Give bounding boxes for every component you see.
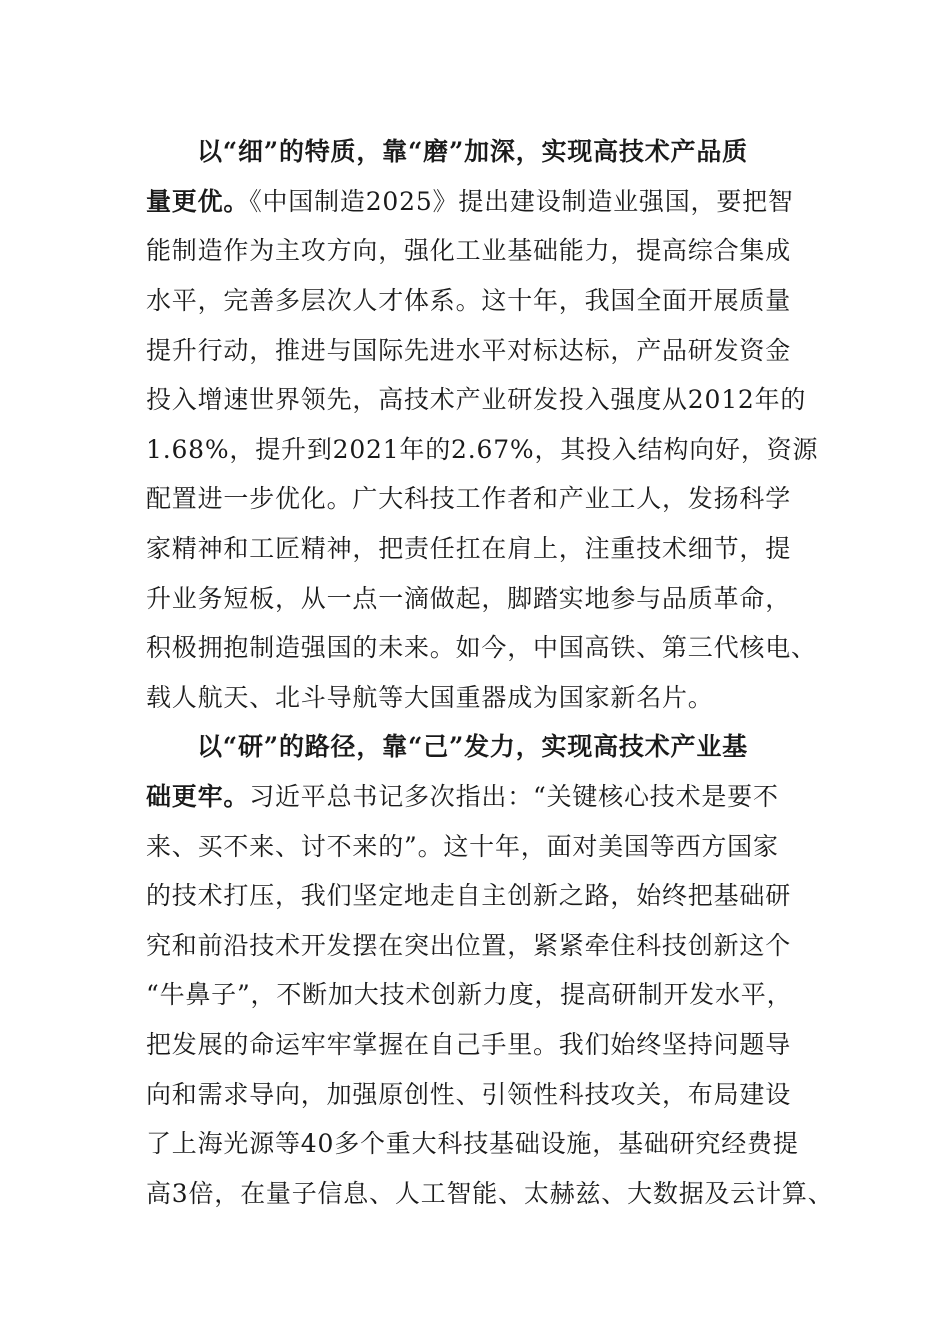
- p1-line-12: 载人航天、北斗导航等大国重器成为国家新名片。: [146, 683, 714, 712]
- p2-line-2: [146, 777, 779, 817]
- p2-heading-line-1: 以“研”的路径，靠“己”发力，实现高技术产业基: [197, 732, 748, 761]
- p2-line-4: 的技术打压，我们坚定地走自主创新之路，始终把基础研: [146, 881, 792, 910]
- p1-line-3: 能制造作为主攻方向，强化工业基础能力，提高综合集成: [146, 236, 792, 265]
- p1-line-8: 配置进一步优化。广大科技工作者和产业工人，发扬科学: [146, 484, 792, 513]
- p1-line-4: 水平，完善多层次人才体系。这十年，我国全面开展质量: [146, 286, 792, 315]
- p1-line-5: 提升行动，推进与国际先进水平对标达标，产品研发资金: [146, 336, 792, 365]
- p1-line-2-text: 《中国制造2025》提出建设制造业强国，要把智: [249, 187, 794, 216]
- p2-line-10: 高3倍，在量子信息、人工智能、太赫兹、大数据及云计算、: [146, 1179, 834, 1208]
- p1-line-11: 积极拥抱制造强国的未来。如今，中国高铁、第三代核电、: [146, 633, 817, 662]
- p1-line-7: 1.68%，提升到2021年的2.67%，其投入结构向好，资源: [146, 435, 819, 464]
- p2-line-8: 向和需求导向，加强原创性、引领性科技攻关，布局建设: [146, 1080, 792, 1109]
- p2-line-5: 究和前沿技术开发摆在突出位置，紧紧牵住科技创新这个: [146, 931, 792, 960]
- p2-line-7: 把发展的命运牢牢掌握在自己手里。我们始终坚持问题导: [146, 1030, 792, 1059]
- p2-line-6: “牛鼻子”，不断加大技术创新力度，提高研制开发水平，: [146, 980, 793, 1009]
- p1-heading-end: 量更优。: [146, 187, 250, 216]
- p1-line-10: 升业务短板，从一点一滴做起，脚踏实地参与品质革命，: [146, 584, 792, 613]
- p2-line-2-text: 习近平总书记多次指出：“关键核心技术是要不: [249, 782, 779, 811]
- p2-line-9: 了上海光源等40多个重大科技基础设施，基础研究经费提: [146, 1129, 799, 1158]
- p2-line-3: 来、买不来、讨不来的”。这十年，面对美国等西方国家: [146, 832, 779, 861]
- p1-line-9: 家精神和工匠精神，把责任扛在肩上，注重技术细节，提: [146, 534, 792, 563]
- p2-heading-end: 础更牢。: [146, 782, 250, 811]
- p1-line-2: [146, 182, 794, 222]
- p1-line-6: 投入增速世界领先，高技术产业研发投入强度从2012年的: [146, 385, 807, 414]
- p1-heading-line-1: 以“细”的特质，靠“磨”加深，实现高技术产品质: [197, 137, 748, 166]
